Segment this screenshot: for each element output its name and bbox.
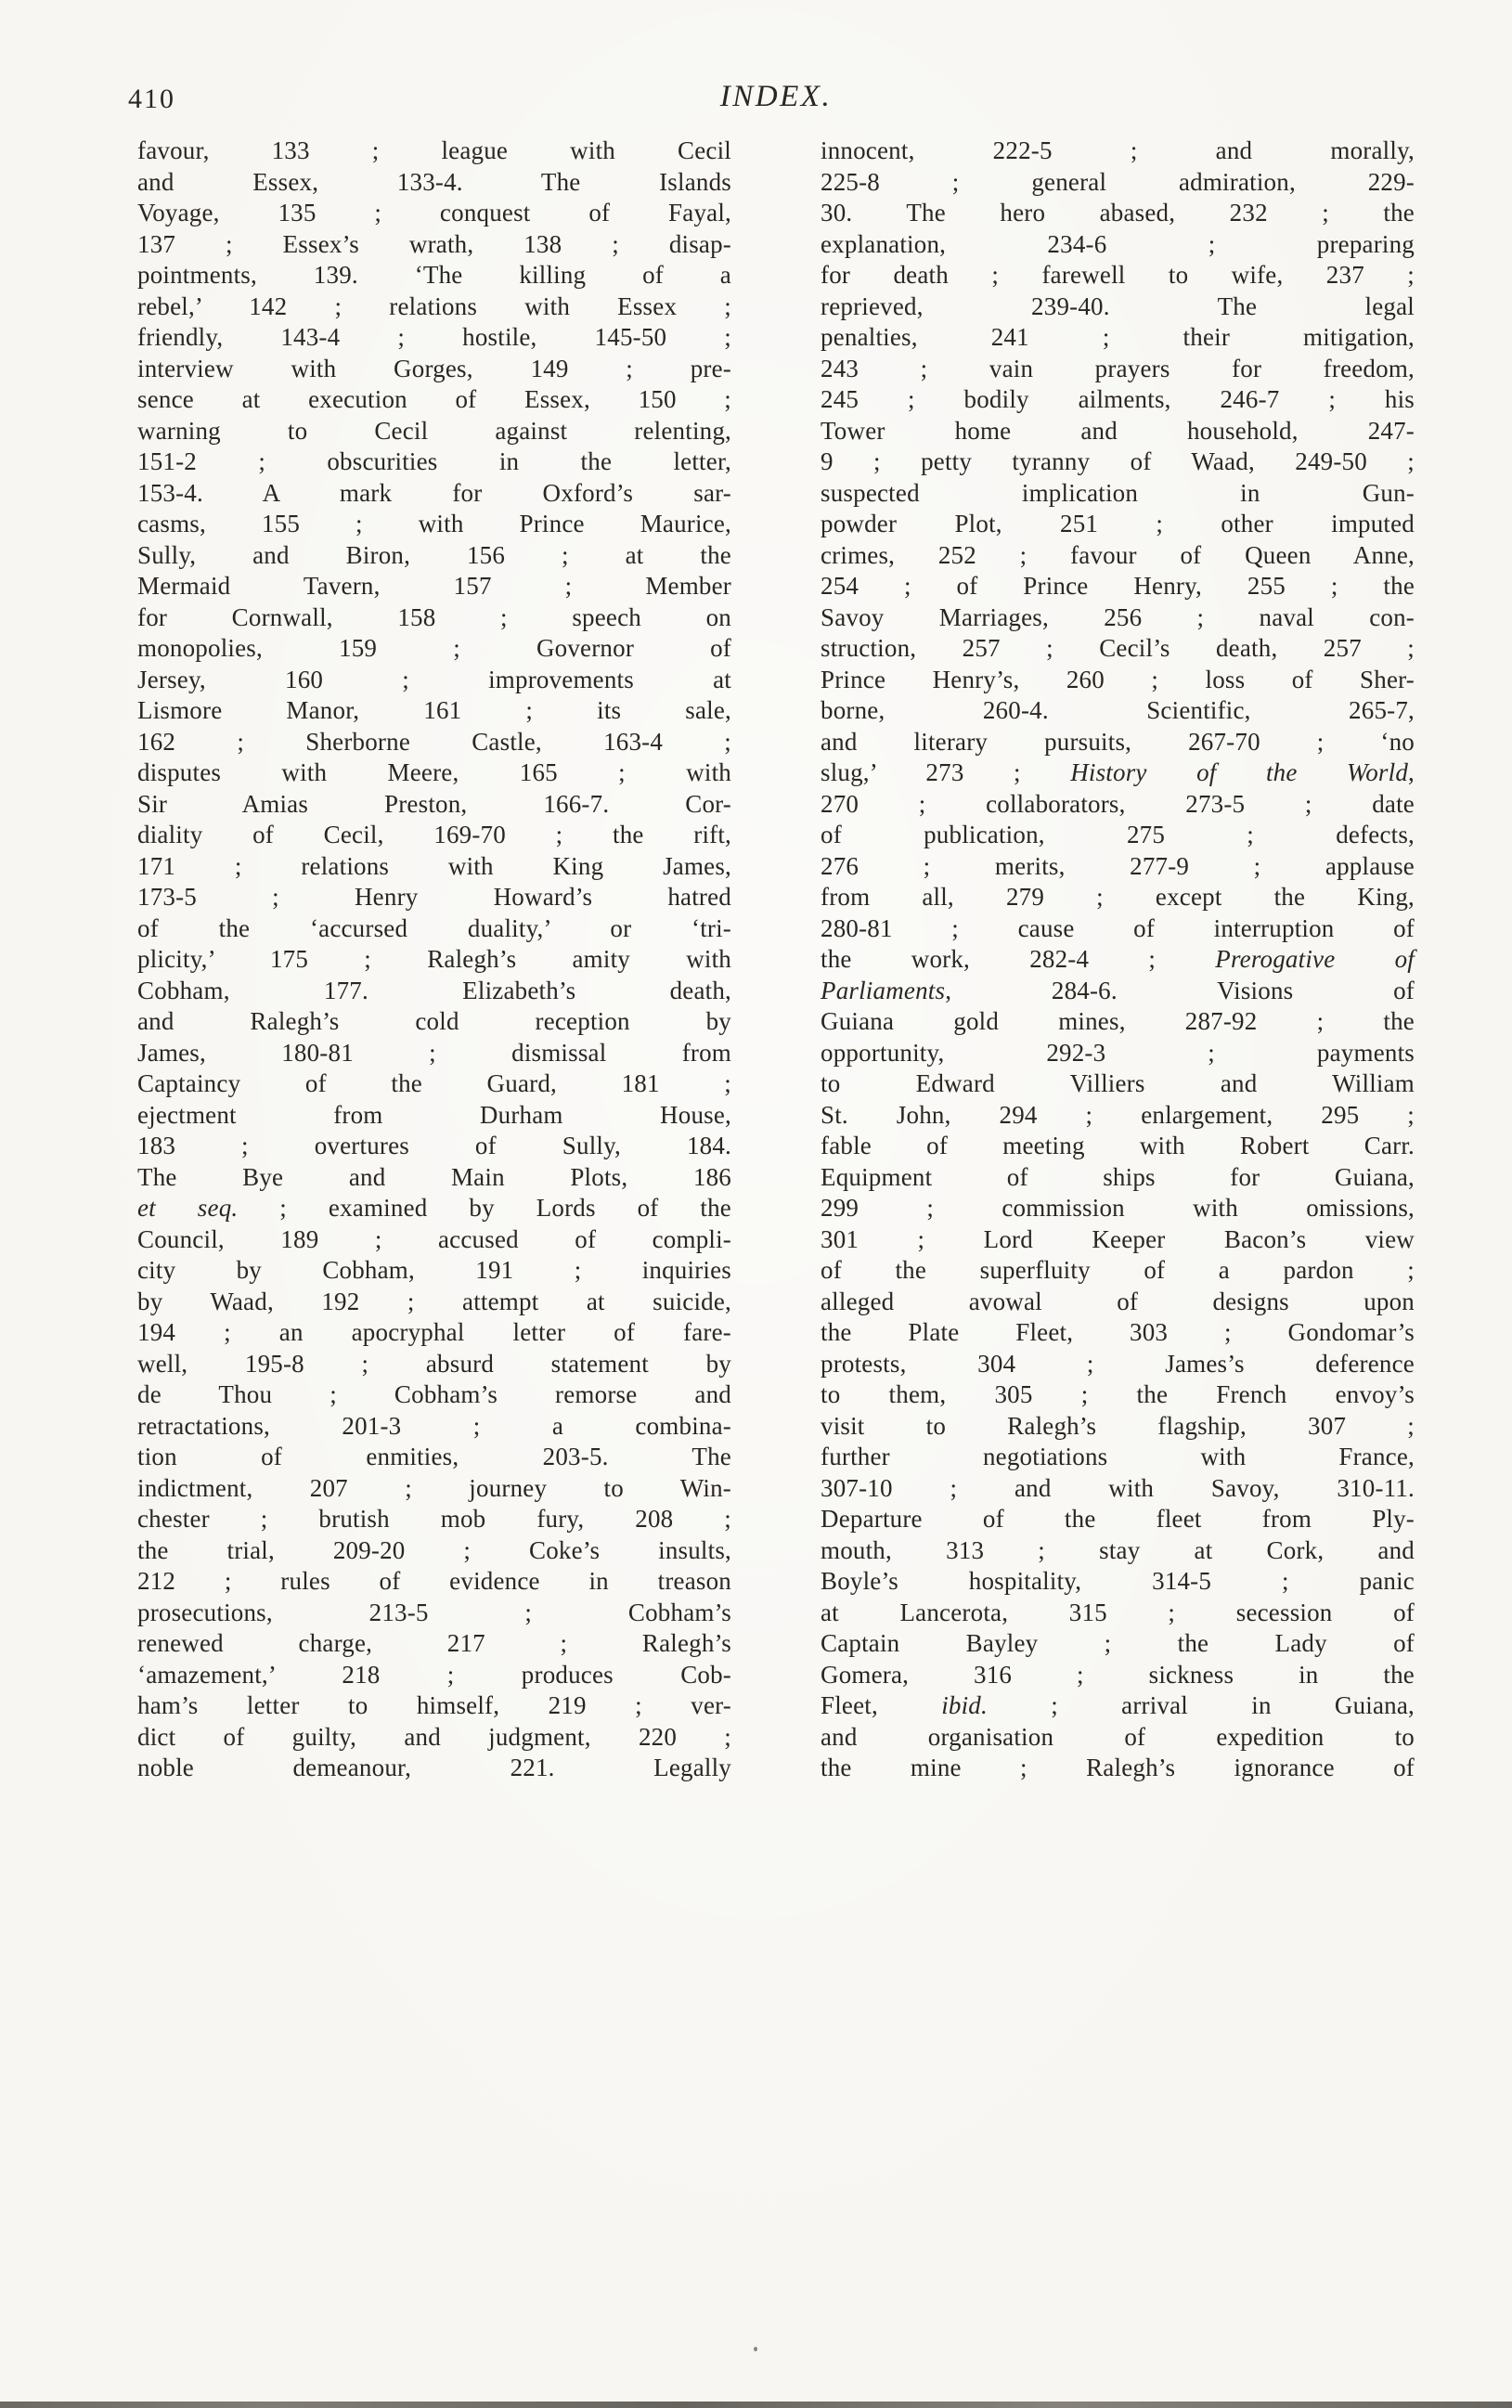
text-line: Voyage, 135 ; conquest of Fayal,	[137, 199, 731, 227]
text-line: 212 ; rules of evidence in treason	[137, 1567, 731, 1595]
text-line: 280-81 ; cause of interruption of	[821, 913, 1415, 942]
text-line: monopolies, 159 ; Governor of	[137, 634, 731, 662]
text-line: Fleet, ibid. ; arrival in Guiana,	[821, 1691, 1415, 1719]
text-line: 243 ; vain prayers for freedom,	[821, 354, 1415, 382]
text-line: explanation, 234-6 ; preparing	[821, 229, 1415, 258]
text-line: 153-4. A mark for Oxford’s sar-	[137, 478, 731, 507]
text-line: tion of enmities, 203-5. The	[137, 1443, 731, 1470]
text-line: pointments, 139. ‘The killing of a	[137, 261, 731, 289]
text-line: of the ‘accursed duality,’ or ‘tri-	[137, 913, 731, 942]
text-line: 225-8 ; general admiration, 229-	[821, 167, 1415, 196]
text-line: plicity,’ 175 ; Ralegh’s amity with	[137, 945, 731, 973]
text-line: penalties, 241 ; their mitigation,	[821, 323, 1415, 351]
text-line: the trial, 209-20 ; Coke’s insults,	[137, 1535, 731, 1564]
text-line: by Waad, 192 ; attempt at suicide,	[137, 1287, 731, 1315]
page-header	[128, 80, 1415, 121]
page-bottom-edge-shadow	[0, 2402, 1512, 2408]
text-line: 171 ; relations with King James,	[137, 851, 731, 880]
text-line: interview with Gorges, 149 ; pre-	[137, 354, 731, 382]
text-line: Mermaid Tavern, 157 ; Member	[137, 572, 731, 600]
text-line: and Ralegh’s cold reception by	[137, 1007, 731, 1035]
text-line: Parliaments, 284-6. Visions of	[821, 976, 1415, 1004]
text-line: James, 180-81 ; dismissal from	[137, 1038, 731, 1067]
text-line: 9 ; petty tyranny of Waad, 249-50 ;	[821, 447, 1415, 475]
text-line: Lismore Manor, 161 ; its sale,	[137, 696, 731, 724]
text-line: borne, 260-4. Scientific, 265-7,	[821, 696, 1415, 724]
text-line: ham’s letter to himself, 219 ; ver-	[137, 1691, 731, 1719]
text-line: noble demeanour, 221. Legally	[137, 1754, 731, 1781]
text-line: mouth, 313 ; stay at Cork, and	[821, 1535, 1415, 1564]
text-line: friendly, 143-4 ; hostile, 145-50 ;	[137, 323, 731, 351]
text-line: Guiana gold mines, 287-92 ; the	[821, 1007, 1415, 1035]
text-line: struction, 257 ; Cecil’s death, 257 ;	[821, 634, 1415, 662]
text-line: Equipment of ships for Guiana,	[821, 1162, 1415, 1191]
text-line: favour, 133 ; league with Cecil	[137, 136, 731, 164]
page-title: INDEX.	[719, 80, 833, 113]
text-line: of publication, 275 ; defects,	[821, 821, 1415, 848]
text-line: ‘amazement,’ 218 ; produces Cob-	[137, 1660, 731, 1689]
text-line: at Lancerota, 315 ; secession of	[821, 1598, 1415, 1626]
text-line: Boyle’s hospitality, 314-5 ; panic	[821, 1567, 1415, 1595]
text-line: 254 ; of Prince Henry, 255 ; the	[821, 572, 1415, 600]
text-line: for death ; farewell to wife, 237 ;	[821, 261, 1415, 289]
text-line: St. John, 294 ; enlargement, 295 ;	[821, 1100, 1415, 1129]
text-line: further negotiations with France,	[821, 1443, 1415, 1470]
text-line: suspected implication in Gun-	[821, 478, 1415, 507]
text-line: and organisation of expedition to	[821, 1722, 1415, 1751]
text-line: innocent, 222-5 ; and morally,	[821, 136, 1415, 164]
scan-speck	[754, 2347, 757, 2351]
text-line: Captaincy of the Guard, 181 ;	[137, 1069, 731, 1097]
text-line: 183 ; overtures of Sully, 184.	[137, 1132, 731, 1159]
text-line: and literary pursuits, 267-70 ; ‘no	[821, 727, 1415, 756]
text-line: slug,’ 273 ; History of the World,	[821, 758, 1415, 786]
text-line: protests, 304 ; James’s deference	[821, 1349, 1415, 1378]
text-line: warning to Cecil against relenting,	[137, 416, 731, 445]
text-line: for Cornwall, 158 ; speech on	[137, 602, 731, 631]
text-line: powder Plot, 251 ; other imputed	[821, 510, 1415, 537]
index-text-block	[137, 136, 1415, 1784]
text-line: alleged avowal of designs upon	[821, 1287, 1415, 1315]
text-line: 151-2 ; obscurities in the letter,	[137, 447, 731, 475]
page-number: 410	[128, 84, 175, 114]
text-line: Savoy Marriages, 256 ; naval con-	[821, 602, 1415, 631]
text-line: Gomera, 316 ; sickness in the	[821, 1660, 1415, 1689]
text-line: reprieved, 239-40. The legal	[821, 291, 1415, 320]
text-line: sence at execution of Essex, 150 ;	[137, 385, 731, 413]
text-line: 194 ; an apocryphal letter of fare-	[137, 1318, 731, 1346]
text-line: et seq. ; examined by Lords of the	[137, 1194, 731, 1222]
text-line: the work, 282-4 ; Prerogative of	[821, 945, 1415, 973]
text-line: Cobham, 177. Elizabeth’s death,	[137, 976, 731, 1004]
text-line: Council, 189 ; accused of compli-	[137, 1224, 731, 1253]
text-line: of the superfluity of a pardon ;	[821, 1256, 1415, 1284]
text-line: 30. The hero abased, 232 ; the	[821, 199, 1415, 227]
text-line: 137 ; Essex’s wrath, 138 ; disap-	[137, 229, 731, 258]
right-column	[821, 136, 1415, 1784]
text-line: rebel,’ 142 ; relations with Essex ;	[137, 291, 731, 320]
text-line: ejectment from Durham House,	[137, 1100, 731, 1129]
text-line: the Plate Fleet, 303 ; Gondomar’s	[821, 1318, 1415, 1346]
text-line: The Bye and Main Plots, 186	[137, 1162, 731, 1191]
text-line: fable of meeting with Robert Carr.	[821, 1132, 1415, 1159]
text-line: Captain Bayley ; the Lady of	[821, 1629, 1415, 1657]
text-line: de Thou ; Cobham’s remorse and	[137, 1380, 731, 1408]
text-line: dict of guilty, and judgment, 220 ;	[137, 1722, 731, 1751]
text-line: chester ; brutish mob fury, 208 ;	[137, 1505, 731, 1533]
text-line: 270 ; collaborators, 273-5 ; date	[821, 789, 1415, 818]
text-line: well, 195-8 ; absurd statement by	[137, 1349, 731, 1378]
text-line: 173-5 ; Henry Howard’s hatred	[137, 883, 731, 911]
text-line: to Edward Villiers and William	[821, 1069, 1415, 1097]
text-line: 301 ; Lord Keeper Bacon’s view	[821, 1224, 1415, 1253]
text-line: 299 ; commission with omissions,	[821, 1194, 1415, 1222]
text-line: Jersey, 160 ; improvements at	[137, 665, 731, 693]
text-line: Tower home and household, 247-	[821, 416, 1415, 445]
text-line: and Essex, 133-4. The Islands	[137, 167, 731, 196]
text-line: city by Cobham, 191 ; inquiries	[137, 1256, 731, 1284]
text-line: 245 ; bodily ailments, 246-7 ; his	[821, 385, 1415, 413]
text-line: 162 ; Sherborne Castle, 163-4 ;	[137, 727, 731, 756]
text-line: Sully, and Biron, 156 ; at the	[137, 540, 731, 569]
text-line: 276 ; merits, 277-9 ; applause	[821, 851, 1415, 880]
text-line: Departure of the fleet from Ply-	[821, 1505, 1415, 1533]
text-line: from all, 279 ; except the King,	[821, 883, 1415, 911]
text-line: visit to Ralegh’s flagship, 307 ;	[821, 1411, 1415, 1440]
text-line: the mine ; Ralegh’s ignorance of	[821, 1754, 1415, 1781]
text-line: crimes, 252 ; favour of Queen Anne,	[821, 540, 1415, 569]
text-line: 307-10 ; and with Savoy, 310-11.	[821, 1473, 1415, 1502]
text-line: Sir Amias Preston, 166-7. Cor-	[137, 789, 731, 818]
text-line: prosecutions, 213-5 ; Cobham’s	[137, 1598, 731, 1626]
text-line: retractations, 201-3 ; a combina-	[137, 1411, 731, 1440]
text-line: diality of Cecil, 169-70 ; the rift,	[137, 821, 731, 848]
text-line: indictment, 207 ; journey to Win-	[137, 1473, 731, 1502]
text-line: casms, 155 ; with Prince Maurice,	[137, 510, 731, 537]
text-line: to them, 305 ; the French envoy’s	[821, 1380, 1415, 1408]
text-line: disputes with Meere, 165 ; with	[137, 758, 731, 786]
text-line: opportunity, 292-3 ; payments	[821, 1038, 1415, 1067]
left-column	[137, 136, 731, 1784]
text-line: Prince Henry’s, 260 ; loss of Sher-	[821, 665, 1415, 693]
text-line: renewed charge, 217 ; Ralegh’s	[137, 1629, 731, 1657]
